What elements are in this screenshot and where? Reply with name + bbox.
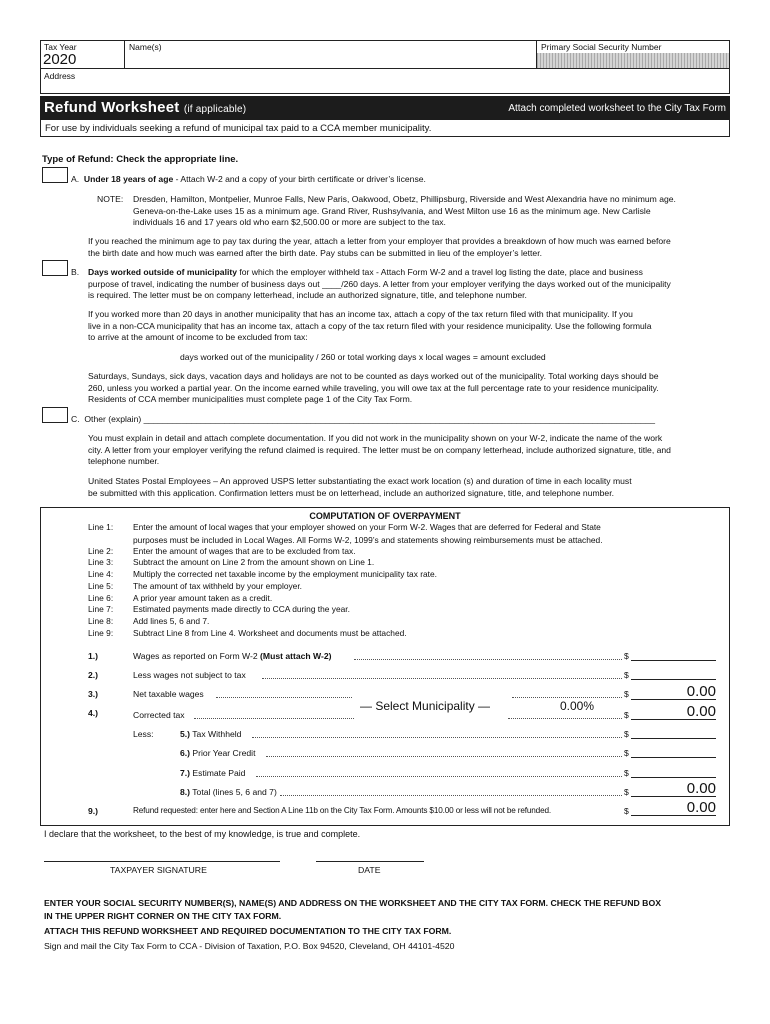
row-8-amount: 0.00 <box>686 780 716 797</box>
line-label: Line 9: <box>88 628 114 638</box>
section-a-line: A. Under 18 years of age - Attach W-2 and a copy of your birth certificate or driver’s license. <box>71 174 426 184</box>
line-label: Line 3: <box>88 557 114 567</box>
row-4-number: 4.) <box>88 708 99 718</box>
row-4-label: Corrected tax <box>133 710 185 720</box>
leader-dots <box>216 697 352 698</box>
checkbox-b[interactable] <box>42 260 68 276</box>
section-b-paragraph-2: If you worked more than 20 days in another municipality that has an income tax, attach a copy of the tax return filed with that municipality. If you live in a non-CCA municipality that has an income tax, attach a copy of the tax return filed with your residence municipality. Use the following formula to arrive at the amount of income to be excluded from tax: <box>88 309 652 342</box>
declaration: I declare that the worksheet, to the best of my knowledge, is true and complete. <box>44 829 361 839</box>
line-label: Line 8: <box>88 616 114 626</box>
divider <box>40 68 730 69</box>
line-text: Enter the amount of local wages that your employer showed on your Form W-2. Wages that are deferred for Federal and State <box>133 522 601 532</box>
leader-dots <box>266 756 622 757</box>
attach-note: Attach completed worksheet to the City Tax Form <box>508 103 726 114</box>
line-label: Line 2: <box>88 546 114 556</box>
row-3-label: Net taxable wages <box>133 689 204 699</box>
row-6-input[interactable] <box>631 757 716 758</box>
row-3-amount: 0.00 <box>686 683 716 700</box>
leader-dots <box>256 776 622 777</box>
tax-year-label: Tax Year <box>44 42 77 52</box>
leader-dots <box>508 718 622 719</box>
row-5-input[interactable] <box>631 738 716 739</box>
dollar-sign: $ <box>624 806 629 816</box>
section-b-paragraph-3: Saturdays, Sundays, sick days, vacation days and holidays are not to be counted as days worked out of the municipality. Total working days should be 260, unless you worked a partial year. On the income earned while traveling, you will owe tax at the full percentage rate to your residence municipality. Residents of CCA member municipalities must complete page 1 of the City Tax Form. <box>88 371 659 404</box>
section-c-line: C. Other (explain) ___________________________________________________________________________________________________________ <box>71 414 655 424</box>
title-bar <box>40 96 730 120</box>
section-a-paragraph: If you reached the minimum age to pay tax during the year, attach a letter from your employer that provides a breakdown of how much was earned before the birth date and how much was earned after the birth date. Pay stubs can be submitted in lieu of the employer’s letter. <box>88 236 671 258</box>
note-text: Dresden, Hamilton, Montpelier, Munroe Falls, New Paris, Oakwood, Obetz, Phillipsburg, Riverside and West Alexandria have no minimum age. Geneva-on-the-Lake uses 15 as a minimum age. Grand River, Rushsylvania, and West Milton use 16 as the minimum age. New Carlisle individuals 16 and 17 years old who earn $2,500.00 or more are subject to the tax. <box>133 194 676 227</box>
ssn-field[interactable] <box>537 53 729 68</box>
section-c-paragraph-1: You must explain in detail and attach complete documentation. If you did not work in the municipality shown on your W-2, indicate the name of the work city. A letter from your employer verifying the refund claimed is required. The letter must be on company letterhead, include authorized signature, title, and telephone number. <box>88 433 671 466</box>
row-1-number: 1.) <box>88 651 99 661</box>
note-label: NOTE: <box>97 194 124 204</box>
dollar-sign: $ <box>624 710 629 720</box>
row-7-input[interactable] <box>631 777 716 778</box>
dollar-sign: $ <box>624 748 629 758</box>
line-text: Multiply the corrected net taxable income by the employment municipality tax rate. <box>133 569 437 579</box>
leader-dots <box>252 737 622 738</box>
dollar-sign: $ <box>624 651 629 661</box>
signature-field[interactable] <box>44 861 280 862</box>
municipality-select[interactable]: — Select Municipality — <box>360 699 491 713</box>
line-text: Subtract the amount on Line 2 from the amount shown on Line 1. <box>133 557 375 567</box>
row-2-label: Less wages not subject to tax <box>133 670 246 680</box>
row-3-number: 3.) <box>88 689 99 699</box>
date-field[interactable] <box>316 861 424 862</box>
address-field[interactable] <box>44 80 728 93</box>
type-heading: Type of Refund: Check the appropriate line. <box>42 154 239 165</box>
leader-dots <box>512 697 622 698</box>
line-text: Add lines 5, 6 and 7. <box>133 616 210 626</box>
line-text: Subtract Line 8 from Line 4. Worksheet and documents must be attached. <box>133 628 407 638</box>
line-text: A prior year amount taken as a credit. <box>133 593 273 603</box>
line-label: Line 7: <box>88 604 114 614</box>
worksheet-title: Refund Worksheet (if applicable) <box>44 99 247 116</box>
names-label: Name(s) <box>129 42 162 52</box>
row-2-number: 2.) <box>88 670 99 680</box>
checkbox-c[interactable] <box>42 407 68 423</box>
computation-title: COMPUTATION OF OVERPAYMENT <box>309 511 461 521</box>
leader-dots <box>262 678 622 679</box>
line-label: Line 5: <box>88 581 114 591</box>
dollar-sign: $ <box>624 689 629 699</box>
dollar-sign: $ <box>624 670 629 680</box>
line-text: Estimated payments made directly to CCA during the year. <box>133 604 350 614</box>
dollar-sign: $ <box>624 729 629 739</box>
row-1-input[interactable] <box>631 660 716 661</box>
row-9-amount: 0.00 <box>686 799 716 816</box>
mailing-address: Sign and mail the City Tax Form to CCA - Division of Taxation, P.O. Box 94520, Cleveland, OH 44101-4520 <box>44 941 455 951</box>
leader-dots <box>354 659 622 660</box>
line-label: Line 1: <box>88 522 114 532</box>
line-text: purposes must be included in Local Wages. All Forms W-2, 1099’s and statements showing reimbursements must be attached. <box>133 535 603 545</box>
row-8-label: 8.) Total (lines 5, 6 and 7) <box>180 787 277 797</box>
row-6-label: 6.) Prior Year Credit <box>180 748 256 758</box>
row-4-amount: 0.00 <box>686 703 716 720</box>
leader-dots <box>194 718 354 719</box>
formula: days worked out of the municipality / 260 or total working days x local wages = amount excluded <box>180 352 546 362</box>
row-7-label: 7.) Estimate Paid <box>180 768 246 778</box>
line-text: Enter the amount of wages that are to be excluded from tax. <box>133 546 356 556</box>
signature-label: TAXPAYER SIGNATURE <box>110 865 207 875</box>
subtitle: For use by individuals seeking a refund of municipal tax paid to a CCA member municipality. <box>40 120 730 137</box>
address-label: Address <box>44 71 76 81</box>
footer-instruction-2: ATTACH THIS REFUND WORKSHEET AND REQUIRED DOCUMENTATION TO THE CITY TAX FORM. <box>44 926 452 936</box>
line-label: Line 4: <box>88 569 114 579</box>
names-field[interactable] <box>126 53 534 67</box>
checkbox-a[interactable] <box>42 167 68 183</box>
row-5-label: 5.) Tax Withheld <box>180 729 242 739</box>
row-9-label: Refund requested: enter here and Section A Line 11b on the City Tax Form. Amounts $10.00 or less will not be refunded. <box>133 806 552 815</box>
dollar-sign: $ <box>624 787 629 797</box>
less-label: Less: <box>133 729 154 739</box>
dollar-sign: $ <box>624 768 629 778</box>
leader-dots <box>280 795 622 796</box>
title-suffix: (if applicable) <box>183 104 247 115</box>
section-b-letter: B. <box>71 267 80 277</box>
date-label: DATE <box>358 865 381 875</box>
section-c-paragraph-2: United States Postal Employees – An approved USPS letter substantiating the exact work location (s) and duration of time in each locality must be submitted with this application. Confirmation letters must be on letterhead, include an authorized signature, title, and telephone number. <box>88 476 632 498</box>
divider <box>124 40 125 69</box>
line-label: Line 6: <box>88 593 114 603</box>
tax-year-field[interactable]: 2020 <box>43 51 77 68</box>
row-1-label: Wages as reported on Form W-2 (Must attach W-2) <box>133 651 332 661</box>
footer-instruction-1: ENTER YOUR SOCIAL SECURITY NUMBER(S), NAME(S) AND ADDRESS ON THE WORKSHEET AND THE CITY TAX FORM. CHECK THE REFUND BOX IN THE UPPER RIGHT CORNER ON THE CITY TAX FORM. <box>44 898 661 921</box>
tax-rate: 0.00% <box>560 699 595 713</box>
row-9-number: 9.) <box>88 806 99 816</box>
ssn-label: Primary Social Security Number <box>541 42 662 52</box>
row-2-input[interactable] <box>631 679 716 680</box>
line-text: The amount of tax withheld by your employer. <box>133 581 302 591</box>
section-b-text: Days worked outside of municipality for which the employer withheld tax - Attach Form W-2 and a travel log listing the date, place and business purpose of travel, indicating the number of business days out ____/260 days. A letter from your employer verifying the days worked out of the municipality is required. The letter must be on company letterhead, include an authorized signature, title, and telephone number. <box>88 267 671 300</box>
